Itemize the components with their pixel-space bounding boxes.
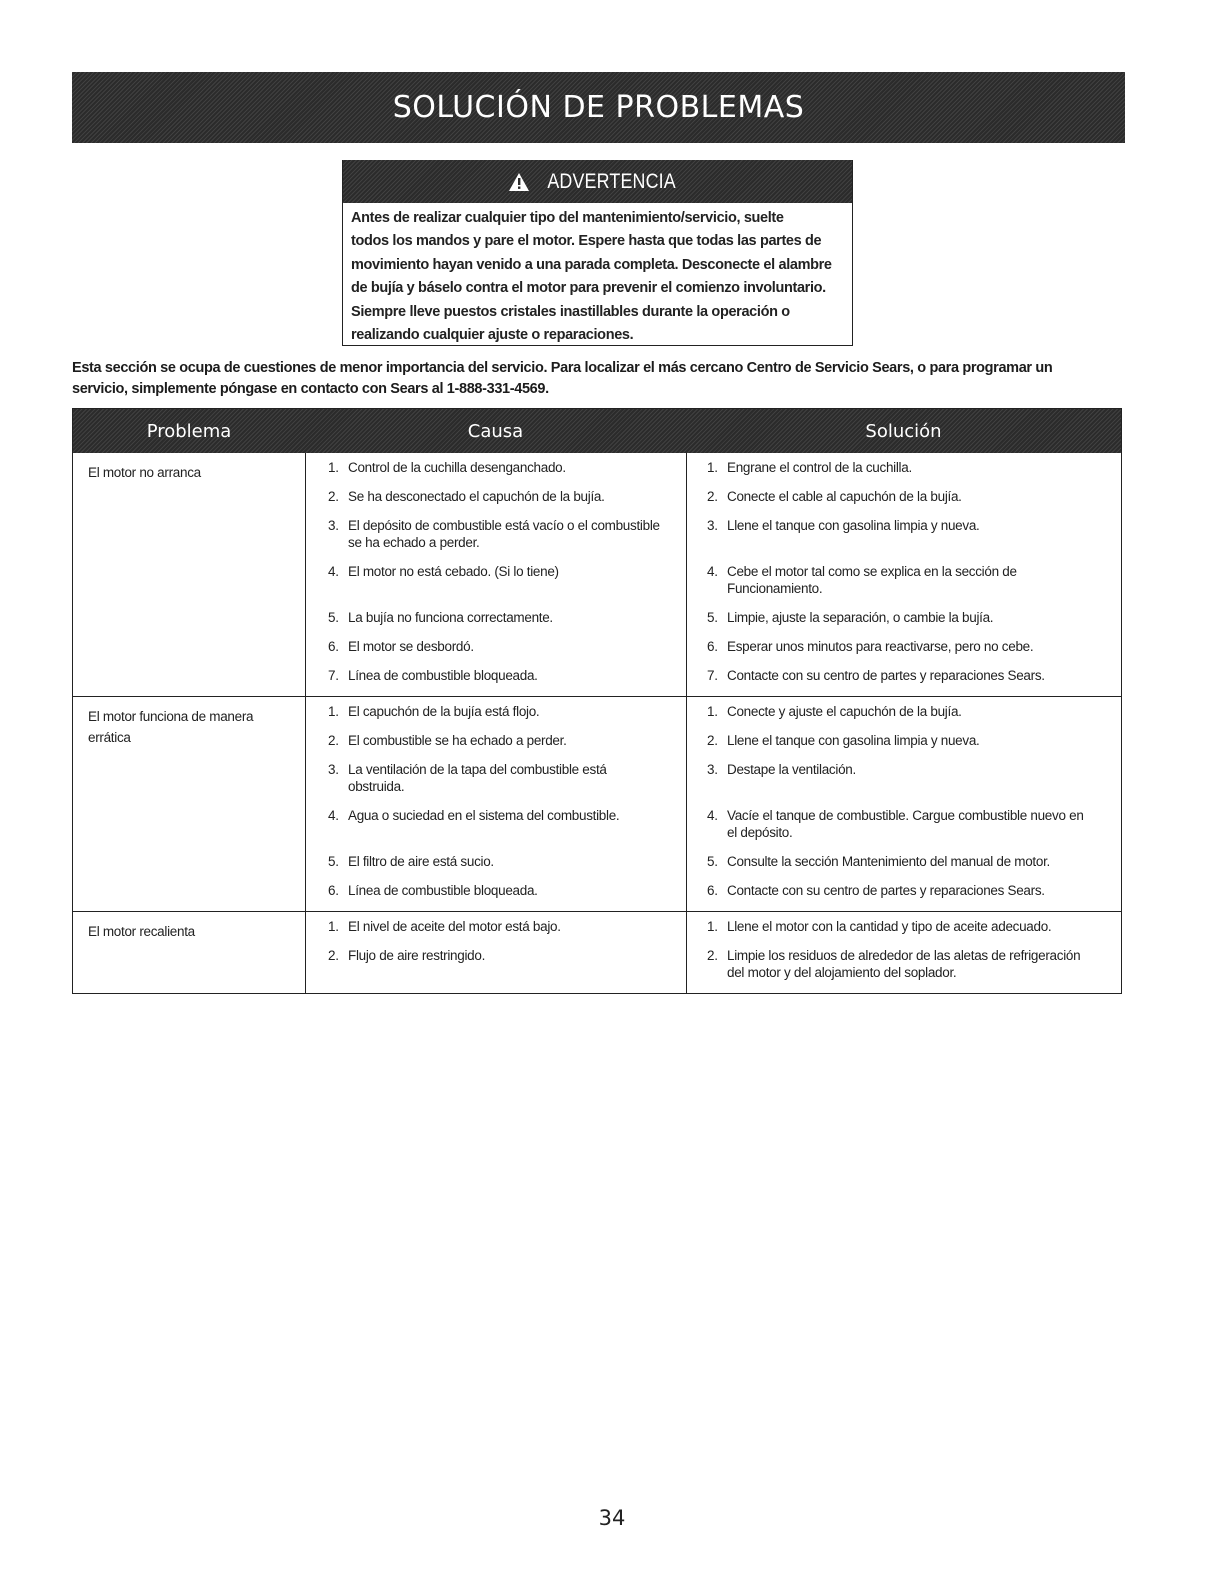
solution-line: del motor y del alojamiento del soplador. [727, 965, 957, 980]
solution-number: 6. [707, 639, 718, 654]
page-number: 34 [598, 1506, 626, 1530]
solution-cell [686, 697, 1121, 911]
cause-line: El motor no está cebado. (Si lo tiene) [348, 564, 559, 579]
cause-number: 5. [328, 610, 339, 625]
intro-line: Esta sección se ocupa de cuestiones de menor importancia del servicio. Para localizar el más cercano Centro de Servicio Sears, o para programar un [72, 360, 1053, 376]
cause-number: 2. [328, 733, 339, 748]
intro-line: servicio, simplemente póngase en contacto con Sears al 1-888-331-4569. [72, 381, 549, 397]
solution-item [707, 638, 1109, 655]
troubleshooting-table [72, 408, 1122, 994]
cause-text [348, 853, 676, 870]
cause-cell [305, 912, 686, 993]
solution-line: Funcionamiento. [727, 581, 823, 596]
solution-number: 1. [707, 460, 718, 475]
warning-triangle-icon [508, 172, 530, 192]
header-cause: Causa [467, 420, 524, 442]
cause-text [348, 667, 676, 684]
solution-line [727, 778, 1109, 795]
solution-number: 7. [707, 668, 718, 683]
cause-number: 7. [328, 668, 339, 683]
cause-line: obstruida. [348, 779, 405, 794]
warning-header [343, 160, 852, 203]
table-body [73, 453, 1121, 993]
cause-line: Se ha desconectado el capuchón de la bujía. [348, 489, 605, 504]
solution-number: 5. [707, 854, 718, 869]
solution-number: 2. [707, 489, 718, 504]
solution-line: el depósito. [727, 825, 793, 840]
cause-line: Línea de combustible bloqueada. [348, 668, 538, 683]
cause-line [348, 580, 676, 597]
solution-text [727, 563, 1109, 597]
solution-line: Vacíe el tanque de combustible. Cargue combustible nuevo en [727, 808, 1084, 823]
cause-line: se ha echado a perder. [348, 535, 480, 550]
solution-line: Esperar unos minutos para reactivarse, pero no cebe. [727, 639, 1034, 654]
solution-item [707, 732, 1109, 749]
cause-line: Línea de combustible bloqueada. [348, 883, 538, 898]
solution-number: 3. [707, 762, 718, 777]
cause-item [328, 761, 676, 795]
cause-item [328, 918, 676, 935]
cause-line: El motor se desbordó. [348, 639, 474, 654]
cause-item [328, 563, 676, 597]
solution-text [727, 853, 1109, 870]
cause-text [348, 517, 676, 551]
cause-number: 6. [328, 883, 339, 898]
solution-number: 2. [707, 733, 718, 748]
header-problem: Problema [146, 420, 232, 442]
cause-text [348, 947, 676, 964]
page-title: SOLUCIÓN DE PROBLEMAS [392, 90, 805, 125]
cause-line: Control de la cuchilla desenganchado. [348, 460, 566, 475]
warning-line: todos los mandos y pare el motor. Espere hasta que todas las partes de [351, 233, 822, 250]
solution-line: Contacte con su centro de partes y reparaciones Sears. [727, 668, 1045, 683]
cause-line: Agua o suciedad en el sistema del combustible. [348, 808, 620, 823]
table-header [73, 409, 1121, 453]
solution-text [727, 667, 1109, 684]
solution-number: 4. [707, 564, 718, 579]
page-title-banner [72, 72, 1125, 143]
problem-line: El motor funciona de manera [88, 709, 254, 724]
cause-text [348, 488, 676, 505]
problem-line: errática [88, 730, 131, 745]
cause-text [348, 807, 676, 841]
cause-item [328, 853, 676, 870]
solution-item [707, 918, 1109, 935]
table-row [73, 453, 1121, 696]
cause-item [328, 947, 676, 964]
solution-number: 4. [707, 808, 718, 823]
solution-line: Conecte el cable al capuchón de la bujía. [727, 489, 962, 504]
warning-line: movimiento hayan venido a una parada completa. Desconecte el alambre [351, 256, 832, 273]
solution-line: Conecte y ajuste el capuchón de la bujía. [727, 704, 962, 719]
solution-line: Destape la ventilación. [727, 762, 856, 777]
cause-text [348, 563, 676, 597]
cause-item [328, 638, 676, 655]
cause-number: 4. [328, 808, 339, 823]
warning-title: ADVERTENCIA [547, 169, 676, 193]
cause-number: 6. [328, 639, 339, 654]
solution-number: 1. [707, 704, 718, 719]
solution-text [727, 609, 1109, 626]
solution-number: 1. [707, 919, 718, 934]
solution-item [707, 807, 1109, 841]
solution-cell [686, 912, 1121, 993]
table-row [73, 911, 1121, 993]
problem-cell [73, 697, 305, 911]
solution-line: Llene el motor con la cantidad y tipo de aceite adecuado. [727, 919, 1052, 934]
solution-line: Llene el tanque con gasolina limpia y nueva. [727, 733, 980, 748]
cause-text [348, 761, 676, 795]
warning-line: Siempre lleve puestos cristales inastillables durante la operación o [351, 303, 790, 320]
cause-line: El capuchón de la bujía está flojo. [348, 704, 540, 719]
cause-number: 1. [328, 919, 339, 934]
solution-item [707, 853, 1109, 870]
solution-item [707, 517, 1109, 551]
solution-item [707, 667, 1109, 684]
cause-text [348, 609, 676, 626]
cause-text [348, 638, 676, 655]
cause-text [348, 703, 676, 720]
cause-number: 1. [328, 704, 339, 719]
cause-cell [305, 453, 686, 696]
cause-number: 3. [328, 762, 339, 777]
solution-line: Engrane el control de la cuchilla. [727, 460, 912, 475]
solution-text [727, 761, 1109, 795]
cause-item [328, 667, 676, 684]
solution-text [727, 517, 1109, 551]
cause-text [348, 459, 676, 476]
cause-item [328, 609, 676, 626]
solution-line: Limpie los residuos de alrededor de las aletas de refrigeración [727, 948, 1081, 963]
solution-item [707, 761, 1109, 795]
warning-line: Antes de realizar cualquier tipo del mantenimiento/servicio, suelte [351, 210, 784, 226]
solution-line: Llene el tanque con gasolina limpia y nueva. [727, 518, 980, 533]
cause-number: 2. [328, 489, 339, 504]
cause-text [348, 882, 676, 899]
solution-text [727, 488, 1109, 505]
solution-text [727, 638, 1109, 655]
solution-item [707, 459, 1109, 476]
cause-line: El depósito de combustible está vacío o el combustible [348, 518, 660, 533]
solution-line: Consulte la sección Mantenimiento del manual de motor. [727, 854, 1050, 869]
solution-item [707, 947, 1109, 981]
problem-line: El motor no arranca [88, 465, 201, 480]
cause-line: El combustible se ha echado a perder. [348, 733, 567, 748]
solution-cell [686, 453, 1121, 696]
solution-text [727, 807, 1109, 841]
solution-item [707, 703, 1109, 720]
cause-item [328, 732, 676, 749]
cause-number: 4. [328, 564, 339, 579]
solution-line: Cebe el motor tal como se explica en la sección de [727, 564, 1017, 579]
cause-item [328, 517, 676, 551]
solution-item [707, 609, 1109, 626]
warning-box [342, 160, 853, 346]
solution-line: Contacte con su centro de partes y reparaciones Sears. [727, 883, 1045, 898]
solution-number: 3. [707, 518, 718, 533]
intro-paragraph [72, 358, 1124, 400]
cause-line: La ventilación de la tapa del combustible está [348, 762, 607, 777]
cause-line: Flujo de aire restringido. [348, 948, 486, 963]
cause-cell [305, 697, 686, 911]
solution-text [727, 732, 1109, 749]
solution-number: 5. [707, 610, 718, 625]
cause-text [348, 732, 676, 749]
solution-text [727, 918, 1109, 935]
table-row [73, 696, 1121, 911]
cause-item [328, 703, 676, 720]
warning-text [343, 203, 852, 347]
solution-text [727, 882, 1109, 899]
cause-number: 5. [328, 854, 339, 869]
solution-text [727, 459, 1109, 476]
cause-line: La bujía no funciona correctamente. [348, 610, 553, 625]
problem-cell [73, 453, 305, 696]
cause-item [328, 807, 676, 841]
solution-line [727, 534, 1109, 551]
problem-line: El motor recalienta [88, 924, 195, 939]
cause-item [328, 459, 676, 476]
warning-line: realizando cualquier ajuste o reparaciones. [351, 327, 634, 344]
solution-item [707, 882, 1109, 899]
solution-text [727, 703, 1109, 720]
solution-item [707, 488, 1109, 505]
solution-number: 6. [707, 883, 718, 898]
warning-line: de bujía y báselo contra el motor para prevenir el comienzo involuntario. [351, 280, 826, 297]
cause-line: El filtro de aire está sucio. [348, 854, 494, 869]
cause-number: 3. [328, 518, 339, 533]
solution-number: 2. [707, 948, 718, 963]
cause-item [328, 882, 676, 899]
header-solution: Solución [865, 420, 942, 442]
cause-text [348, 918, 676, 935]
solution-text [727, 947, 1109, 981]
solution-line: Limpie, ajuste la separación, o cambie la bujía. [727, 610, 994, 625]
cause-item [328, 488, 676, 505]
cause-number: 2. [328, 948, 339, 963]
cause-line [348, 824, 676, 841]
cause-number: 1. [328, 460, 339, 475]
problem-cell [73, 912, 305, 993]
solution-item [707, 563, 1109, 597]
cause-line: El nivel de aceite del motor está bajo. [348, 919, 561, 934]
